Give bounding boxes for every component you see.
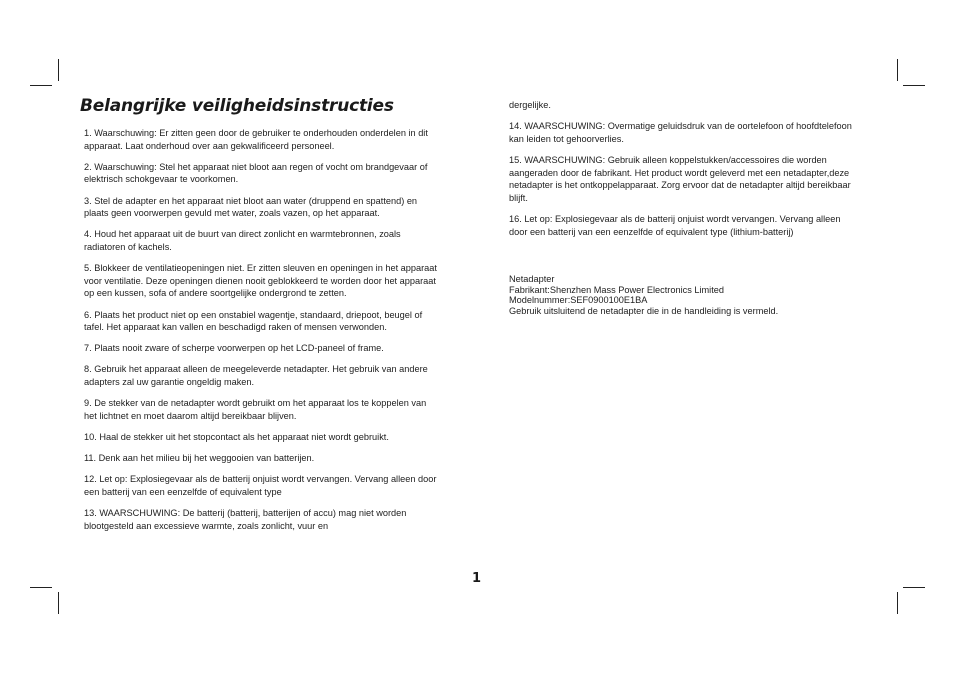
adapter-note: Gebruik uitsluitend de netadapter die in de handleiding is vermeld. [509, 305, 779, 316]
instruction-item: 16. Let op: Explosiegevaar als de batterij onjuist wordt vervangen. Vervang alleen door een batterij van een eenzelfde of equivalent type (lithium-batterij) [509, 213, 841, 237]
instruction-item: 9. De stekker van de netadapter wordt gebruikt om het apparaat los te koppelen van het lichtnet en moet daarom altijd bereikbaar blijven. [84, 398, 427, 421]
left-column [84, 127, 438, 541]
page-title: Belangrijke veiligheidsinstructies [80, 96, 394, 116]
instruction-item: 12. Let op: Explosiegevaar als de batterij onjuist wordt vervangen. Vervang alleen door een batterij van een eenzelfde of equivalent type [84, 474, 437, 497]
instruction-item-continued: dergelijke. [509, 100, 551, 110]
instruction-item: 2. Waarschuwing: Stel het apparaat niet bloot aan regen of vocht om brandgevaar of elektrisch schokgevaar te voorkomen. [84, 161, 428, 185]
instruction-item: 5. Blokkeer de ventilatieopeningen niet. Er zitten sleuven en openingen in het apparaat voor ventilatie. Deze openingen dienen nooit geblokkeerd te worden door het apparaat op een kussen, sofa of andere soortgelijke ondergrond te zetten. [84, 263, 437, 299]
instruction-item: 6. Plaats het product niet op een onstabiel wagentje, standaard, driepoot, beugel of tafel. Het apparaat kan vallen en beschadigd raken of mensen verwonden. [84, 309, 423, 333]
instruction-item: 4. Houd het apparaat uit de buurt van direct zonlicht en warmtebronnen, zoals radiatoren of kachels. [84, 229, 401, 252]
adapter-heading: Netadapter [509, 274, 555, 285]
instruction-item: 10. Haal de stekker uit het stopcontact als het apparaat niet wordt gebruikt. [84, 432, 389, 443]
crop-mark-bottom-left-vertical [58, 592, 59, 614]
crop-mark-top-left-vertical [58, 59, 59, 81]
instruction-item: 7. Plaats nooit zware of scherpe voorwerpen op het LCD-paneel of frame. [84, 343, 384, 354]
crop-mark-bottom-left-horizontal [30, 587, 52, 588]
instruction-item: 14. WAARSCHUWING: Overmatige geluidsdruk van de oortelefoon of hoofdtelefoon kan leiden tot gehoorverlies. [509, 121, 852, 144]
page-number: 1 [472, 571, 482, 586]
instruction-item: 13. WAARSCHUWING: De batterij (batterij, batterijen of accu) mag niet worden blootgesteld aan excessieve warmte, zoals zonlicht, vuur en [84, 508, 407, 531]
crop-mark-bottom-right-horizontal [903, 587, 925, 588]
crop-mark-top-left-horizontal [30, 85, 52, 86]
adapter-info [509, 274, 861, 316]
instruction-item: 1. Waarschuwing: Er zitten geen door de gebruiker te onderhouden onderdelen in dit apparaat. Laat onderhoud over aan gekwalificeerd personeel. [84, 128, 428, 151]
right-column [509, 99, 861, 317]
crop-mark-top-right-horizontal [903, 85, 925, 86]
instruction-item: 8. Gebruik het apparaat alleen de meegeleverde netadapter. Het gebruik van andere adapters zal uw garantie ongeldig maken. [84, 364, 428, 388]
adapter-manufacturer: Fabrikant:Shenzhen Mass Power Electronics Limited [509, 284, 724, 295]
instruction-item: 15. WAARSCHUWING: Gebruik alleen koppelstukken/accessoires die worden aangeraden door de fabrikant. Het product wordt geleverd met een netadapter,deze netadapter is het ontkoppelapparaat. Zorg ervoor dat de netadapter altijd bereikbaar blijft. [509, 154, 851, 203]
crop-mark-bottom-right-vertical [897, 592, 898, 614]
adapter-model: Modelnummer:SEF0900100E1BA [509, 295, 648, 306]
crop-mark-top-right-vertical [897, 59, 898, 81]
instruction-item: 3. Stel de adapter en het apparaat niet bloot aan water (druppend en spattend) en plaats geen voorwerpen gevuld met water, zoals vazen, op het apparaat. [84, 195, 418, 219]
instruction-item: 11. Denk aan het milieu bij het weggooien van batterijen. [84, 453, 315, 464]
